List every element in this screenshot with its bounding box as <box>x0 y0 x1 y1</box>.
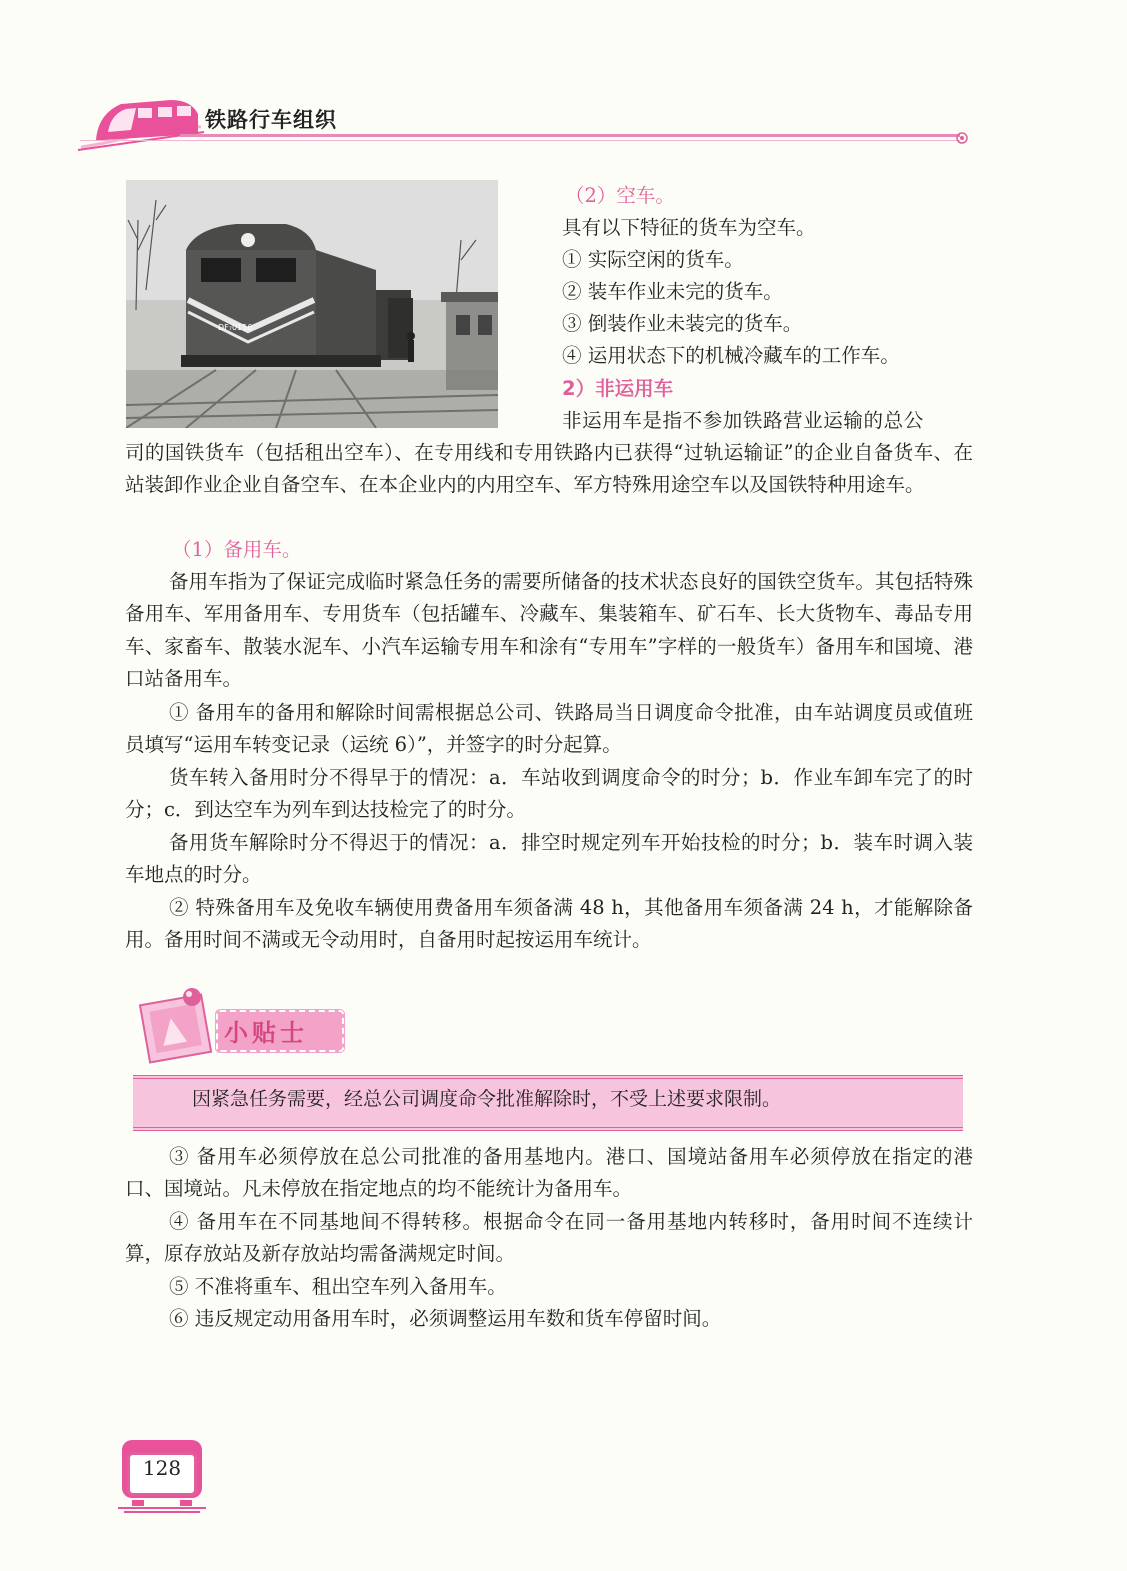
paragraph: ④ 备用车在不同基地间不得转移。根据命令在同一备用基地内转移时，备用时间不连续计算，原存放站及新存放站均需备满规定时间。 <box>125 1210 973 1266</box>
locomotive-photo <box>126 180 498 428</box>
paragraph: ③ 备用车必须停放在总公司批准的备用基地内。港口、国境站备用车必须停放在指定的港口、国境站。凡未停放在指定地点的均不能统计为备用车。 <box>125 1145 973 1201</box>
non-operating-paragraph: 司的国铁货车（包括租出空车）、在专用线和专用铁路内已获得“过轨运输证”的企业自备货车、在站装卸作业企业自备空车、在本企业内的内用空车、军方特殊用途空车以及国铁特种用途车。 <box>125 441 973 497</box>
paragraph: ⑥ 违反规定动用备用车时，必须调整运用车数和货车停留时间。 <box>169 1307 722 1330</box>
tip-text: 因紧急任务需要，经总公司调度命令批准解除时，不受上述要求限制。 <box>192 1088 782 1110</box>
ornament-icon <box>955 131 969 145</box>
paragraph: ⑤ 不准将重车、租出空车列入备用车。 <box>169 1275 507 1298</box>
paragraph: ② 特殊备用车及免收车辆使用费备用车须备满 48 h，其他备用车须备满 24 h，才能解除备用。备用时间不满或无令动用时，自备用时起按运用车统计。 <box>125 896 973 952</box>
list-item: ④ 运用状态下的机械冷藏车的工作车。 <box>562 344 900 367</box>
tip-title: 小贴士 <box>224 1019 308 1047</box>
empty-car-heading: （2）空车。 <box>565 184 675 207</box>
non-operating-line1: 非运用车是指不参加铁路营业运输的总公 <box>562 409 924 432</box>
list-item: ③ 倒装作业未装完的货车。 <box>562 312 803 335</box>
header-rule <box>180 134 960 137</box>
loco-number: DF₇0156 <box>218 323 253 332</box>
page-number: 128 <box>142 1456 182 1480</box>
list-item: ② 装车作业未完的货车。 <box>562 280 783 303</box>
pushpin-note-icon <box>132 985 224 1065</box>
reserve-car-heading: （1）备用车。 <box>172 538 302 561</box>
paragraph: 备用车指为了保证完成临时紧急任务的需要所储备的技术状态良好的国铁空货车。其包括特殊备用车、军用备用车、专用货车（包括罐车、冷藏车、集装箱车、矿石车、长大货物车、毒品专用车、家畜车、散装水泥车、小汽车运输专用车和涂有“专用车”字样的一般货车）备用车和国境、港口站备用车。 <box>125 570 973 690</box>
list-item: ① 实际空闲的货车。 <box>562 248 744 271</box>
empty-car-intro: 具有以下特征的货车为空车。 <box>562 216 816 239</box>
non-operating-heading: 2）非运用车 <box>562 377 674 400</box>
chapter-title: 铁路行车组织 <box>205 108 337 132</box>
paragraph: 备用货车解除时分不得迟于的情况：a．排空时规定列车开始技检的时分；b．装车时调入装车地点的时分。 <box>125 831 973 887</box>
paragraph: ① 备用车的备用和解除时间需根据总公司、铁路局当日调度命令批准，由车站调度员或值班员填写“运用车转变记录（运统 6）”，并签字的时分起算。 <box>125 701 973 757</box>
paragraph: 货车转入备用时分不得早于的情况：a．车站收到调度命令的时分；b．作业车卸车完了的时分；c．到达空车为列车到达技检完了的时分。 <box>125 766 973 822</box>
header-rule-thin <box>80 140 960 141</box>
train-logo-icon <box>76 92 206 154</box>
